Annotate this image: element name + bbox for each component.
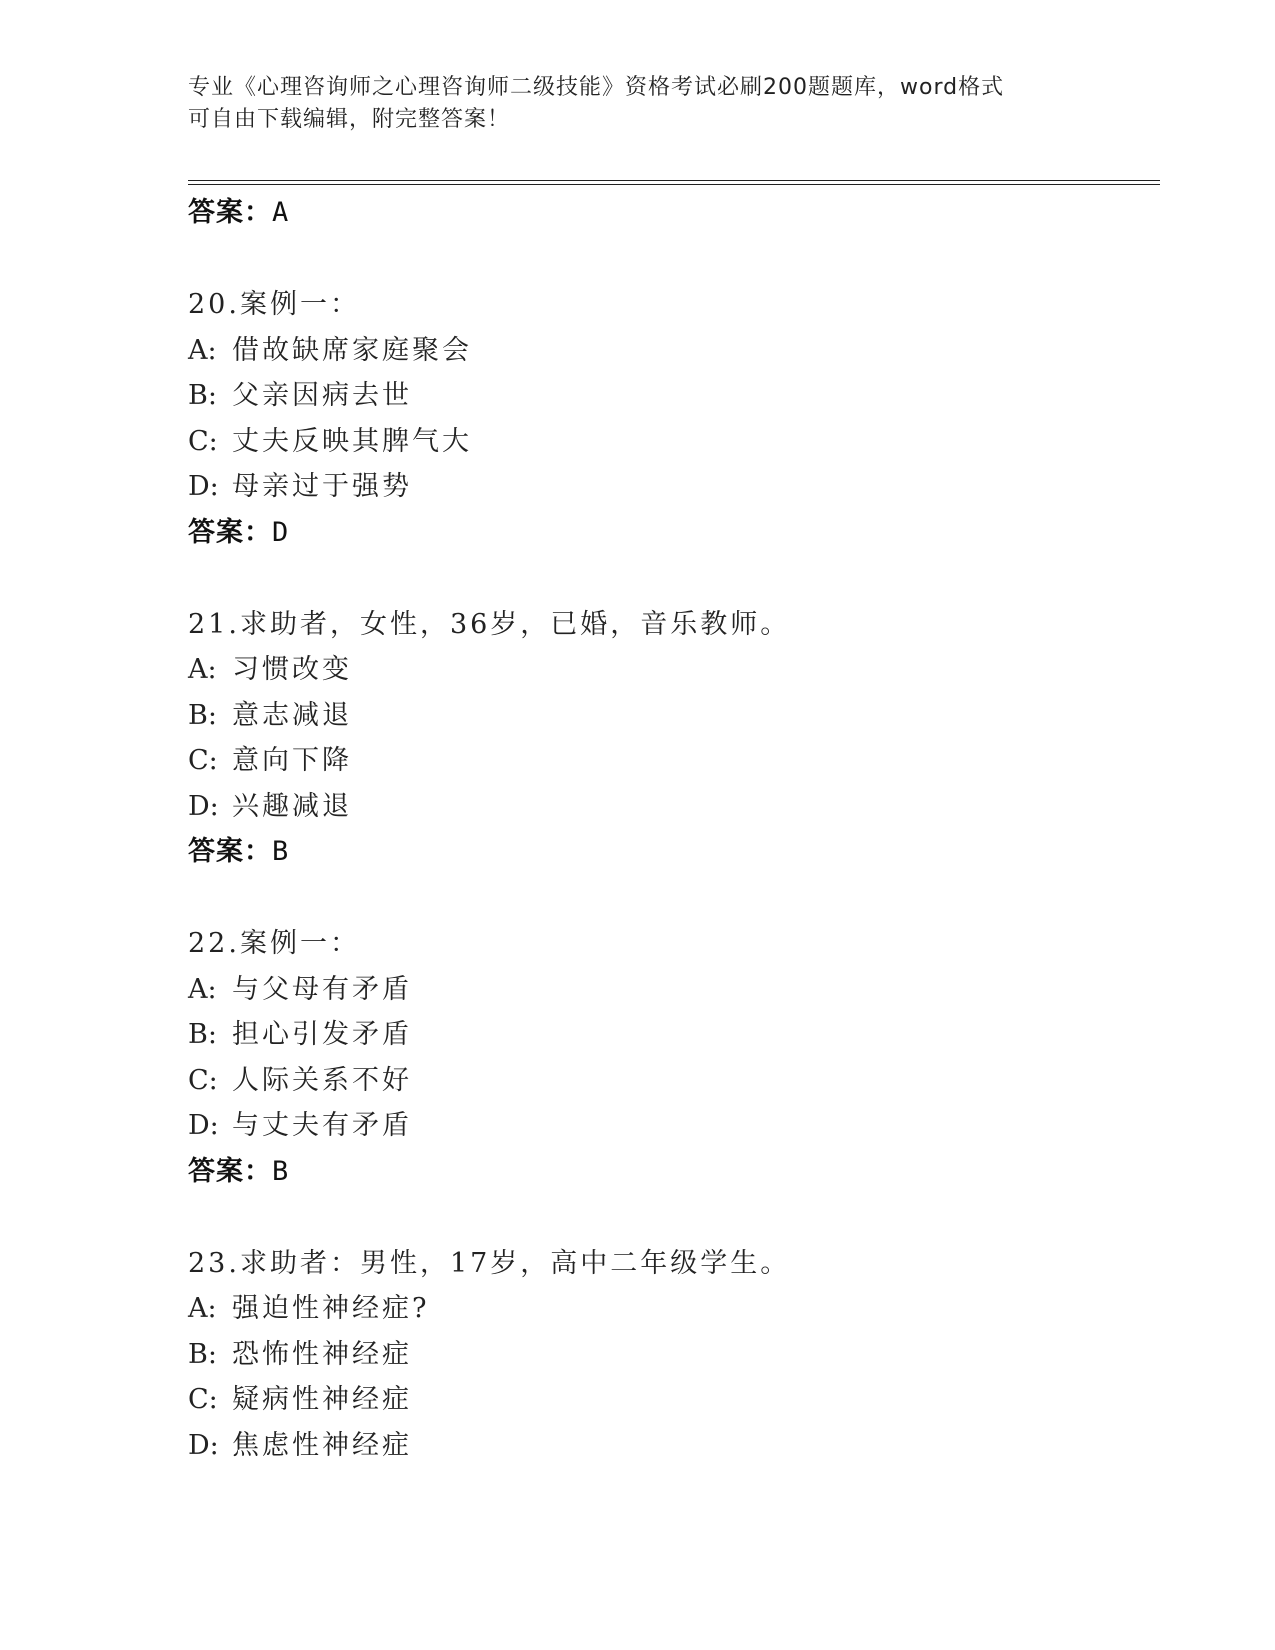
option-text: 担心引发矛盾 xyxy=(232,1019,412,1050)
option-text: 焦虑性神经症 xyxy=(232,1429,412,1461)
option-letter: B: xyxy=(188,699,217,731)
question-title: 20.案例一： xyxy=(188,289,360,320)
question-20 xyxy=(188,282,1148,556)
option-letter: C: xyxy=(188,1384,218,1415)
answer-line xyxy=(188,510,1148,556)
question-21 xyxy=(188,602,1148,876)
answer-line xyxy=(188,190,1148,236)
option-letter: D: xyxy=(188,790,219,822)
option-letter: B: xyxy=(188,1019,217,1050)
question-23 xyxy=(188,1241,1148,1469)
option-letter: A: xyxy=(188,1293,217,1324)
option-text: 与丈夫有矛盾 xyxy=(232,1110,412,1141)
answer-line xyxy=(188,1149,1148,1195)
option-text: 兴趣减退 xyxy=(232,790,352,822)
option-b xyxy=(188,693,1148,739)
option-text: 强迫性神经症? xyxy=(232,1293,430,1324)
document-header xyxy=(188,72,1088,136)
answer-value: A xyxy=(272,197,290,228)
option-letter: D: xyxy=(188,1110,219,1141)
option-text: 母亲过于强势 xyxy=(232,471,412,502)
header-divider-bottom xyxy=(188,184,1160,185)
option-text: 恐怖性神经症 xyxy=(232,1338,412,1370)
option-b xyxy=(188,373,1148,419)
option-d xyxy=(188,784,1148,830)
question-title: 23.求助者：男性，17岁，高中二年级学生。 xyxy=(188,1247,791,1279)
answer-value: D xyxy=(272,516,290,548)
question-list xyxy=(188,190,1148,1514)
question-22 xyxy=(188,921,1148,1195)
option-letter: A: xyxy=(188,334,217,366)
option-text: 习惯改变 xyxy=(232,654,352,685)
answer-label: 答案： xyxy=(188,836,272,867)
option-letter: B: xyxy=(188,1338,217,1370)
option-letter: C: xyxy=(188,745,218,776)
answer-line xyxy=(188,829,1148,875)
header-divider-top xyxy=(188,180,1160,181)
answer-value: B xyxy=(272,836,290,867)
option-b xyxy=(188,1012,1148,1058)
option-b xyxy=(188,1332,1148,1378)
option-a xyxy=(188,328,1148,374)
option-a xyxy=(188,967,1148,1013)
question-title: 22.案例一： xyxy=(188,928,360,959)
option-c xyxy=(188,1058,1148,1104)
option-d xyxy=(188,1423,1148,1469)
option-letter: B: xyxy=(188,380,217,411)
header-line-1: 专业《心理咨询师之心理咨询师二级技能》资格考试必刷200题题库，word格式 xyxy=(188,75,1005,100)
option-d xyxy=(188,464,1148,510)
option-letter: C: xyxy=(188,1064,218,1096)
option-text: 疑病性神经症 xyxy=(232,1384,412,1415)
option-letter: A: xyxy=(188,654,217,685)
option-c xyxy=(188,738,1148,784)
option-text: 借故缺席家庭聚会 xyxy=(232,334,472,366)
answer-label: 答案： xyxy=(188,1155,272,1187)
option-letter: A: xyxy=(188,973,217,1005)
option-text: 意向下降 xyxy=(232,745,352,776)
header-line-2: 可自由下载编辑，附完整答案！ xyxy=(188,107,511,132)
option-a xyxy=(188,647,1148,693)
option-letter: D: xyxy=(188,471,219,502)
option-a xyxy=(188,1286,1148,1332)
answer-label: 答案： xyxy=(188,197,272,228)
answer-value: B xyxy=(272,1155,290,1187)
option-text: 意志减退 xyxy=(232,699,352,731)
option-letter: D: xyxy=(188,1429,219,1461)
answer-label: 答案： xyxy=(188,516,272,548)
option-letter: C: xyxy=(188,425,218,457)
option-text: 与父母有矛盾 xyxy=(232,973,412,1005)
option-c xyxy=(188,419,1148,465)
option-text: 人际关系不好 xyxy=(232,1064,412,1096)
option-text: 父亲因病去世 xyxy=(232,380,412,411)
option-text: 丈夫反映其脾气大 xyxy=(232,425,472,457)
question-title: 21.求助者，女性，36岁，已婚，音乐教师。 xyxy=(188,608,791,640)
option-d xyxy=(188,1103,1148,1149)
option-c xyxy=(188,1377,1148,1423)
